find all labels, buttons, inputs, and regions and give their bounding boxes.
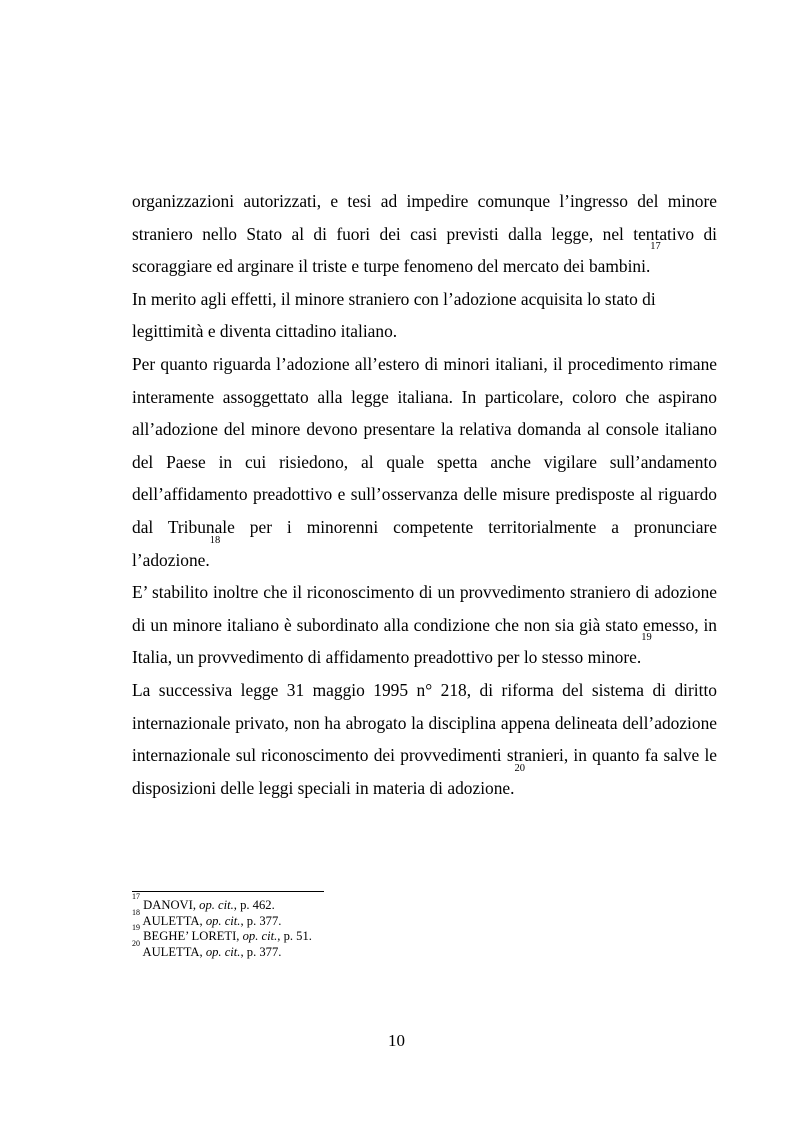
footnote-ref: op. cit. (205, 913, 241, 928)
footnotes (132, 892, 632, 960)
footnote-rest: , p. 462. (233, 898, 275, 912)
paragraph (132, 576, 717, 674)
paragraph (132, 185, 717, 283)
footnote-reference: 19 (641, 632, 652, 644)
footnote-reference: 17 (650, 241, 661, 253)
paragraph-text: E’ stabilito inoltre che il riconoscimento di un provvedimento straniero di adozione di un minore italiano è subordinato alla condizione che non sia già stato emesso, in Italia, un provvedimento di affidamento preadottivo per lo stesso minore. (132, 582, 717, 668)
footnote-rest: , p. 51. (277, 929, 312, 943)
paragraph (132, 674, 717, 804)
footnote-reference: 20 (514, 762, 525, 774)
footnote-author: AULETTA, (142, 944, 203, 959)
footnote (132, 938, 632, 961)
footnote-reference: 18 (209, 534, 221, 546)
footnote-author: AULETTA, (142, 913, 203, 928)
footnote-ref: op. cit. (205, 944, 241, 959)
footnote-author: DANOVI, (143, 898, 196, 912)
footnote-number: 18 (132, 907, 140, 917)
footnote-rest: , p. 377. (240, 913, 282, 928)
paragraph-text: organizzazioni autorizzati, e tesi ad impedire comunque l’ingresso del minore straniero nello Stato al di fuori dei casi previsti dalla legge, nel tentativo di scoraggiare ed arginare il triste e turpe fenomeno del mercato dei bambini. (132, 191, 717, 277)
footnote-author: BEGHE’ LORETI, (143, 929, 240, 943)
footnote (132, 923, 632, 945)
footnote-number: 17 (132, 892, 140, 901)
paragraph-text: La successiva legge 31 maggio 1995 n° 218, di riforma del sistema di diritto internazionale privato, non ha abrogato la disciplina appena delineata dell’adozione internazionale sul riconoscimento dei provvedimenti stranieri, in quanto fa salve le disposizioni delle leggi speciali in materia di adozione. (132, 679, 717, 798)
paragraph (132, 283, 717, 348)
footnote-ref: op. cit. (242, 929, 278, 943)
paragraph-text: Per quanto riguarda l’adozione all’estero di minori italiani, il procedimento rimane interamente assoggettato alla legge italiana. In particolare, coloro che aspirano all’adozione del minore devono presentare la relativa domanda al console italiano del Paese in cui risiedono, al quale spetta anche vigilare sull’andamento dell’affidamento preadottivo e sull’osservanza delle misure predisposte al riguardo dal Tribunale per i minorenni competente territorialmente a pronunciare l’adozione. (132, 353, 717, 570)
footnote-number: 19 (132, 923, 140, 932)
footnote (132, 907, 632, 930)
paragraph (132, 348, 717, 576)
page-number: 10 (388, 1031, 405, 1050)
footnote-ref: op. cit. (199, 898, 234, 912)
footnote (132, 892, 632, 914)
footnote-number: 20 (132, 938, 140, 948)
body-text (132, 185, 717, 804)
footnote-rest: , p. 377. (240, 944, 282, 959)
paragraph-text: In merito agli effetti, il minore straniero con l’adozione acquisita lo stato di legittimità e diventa cittadino italiano. (132, 288, 656, 342)
footnote-separator (132, 891, 324, 892)
